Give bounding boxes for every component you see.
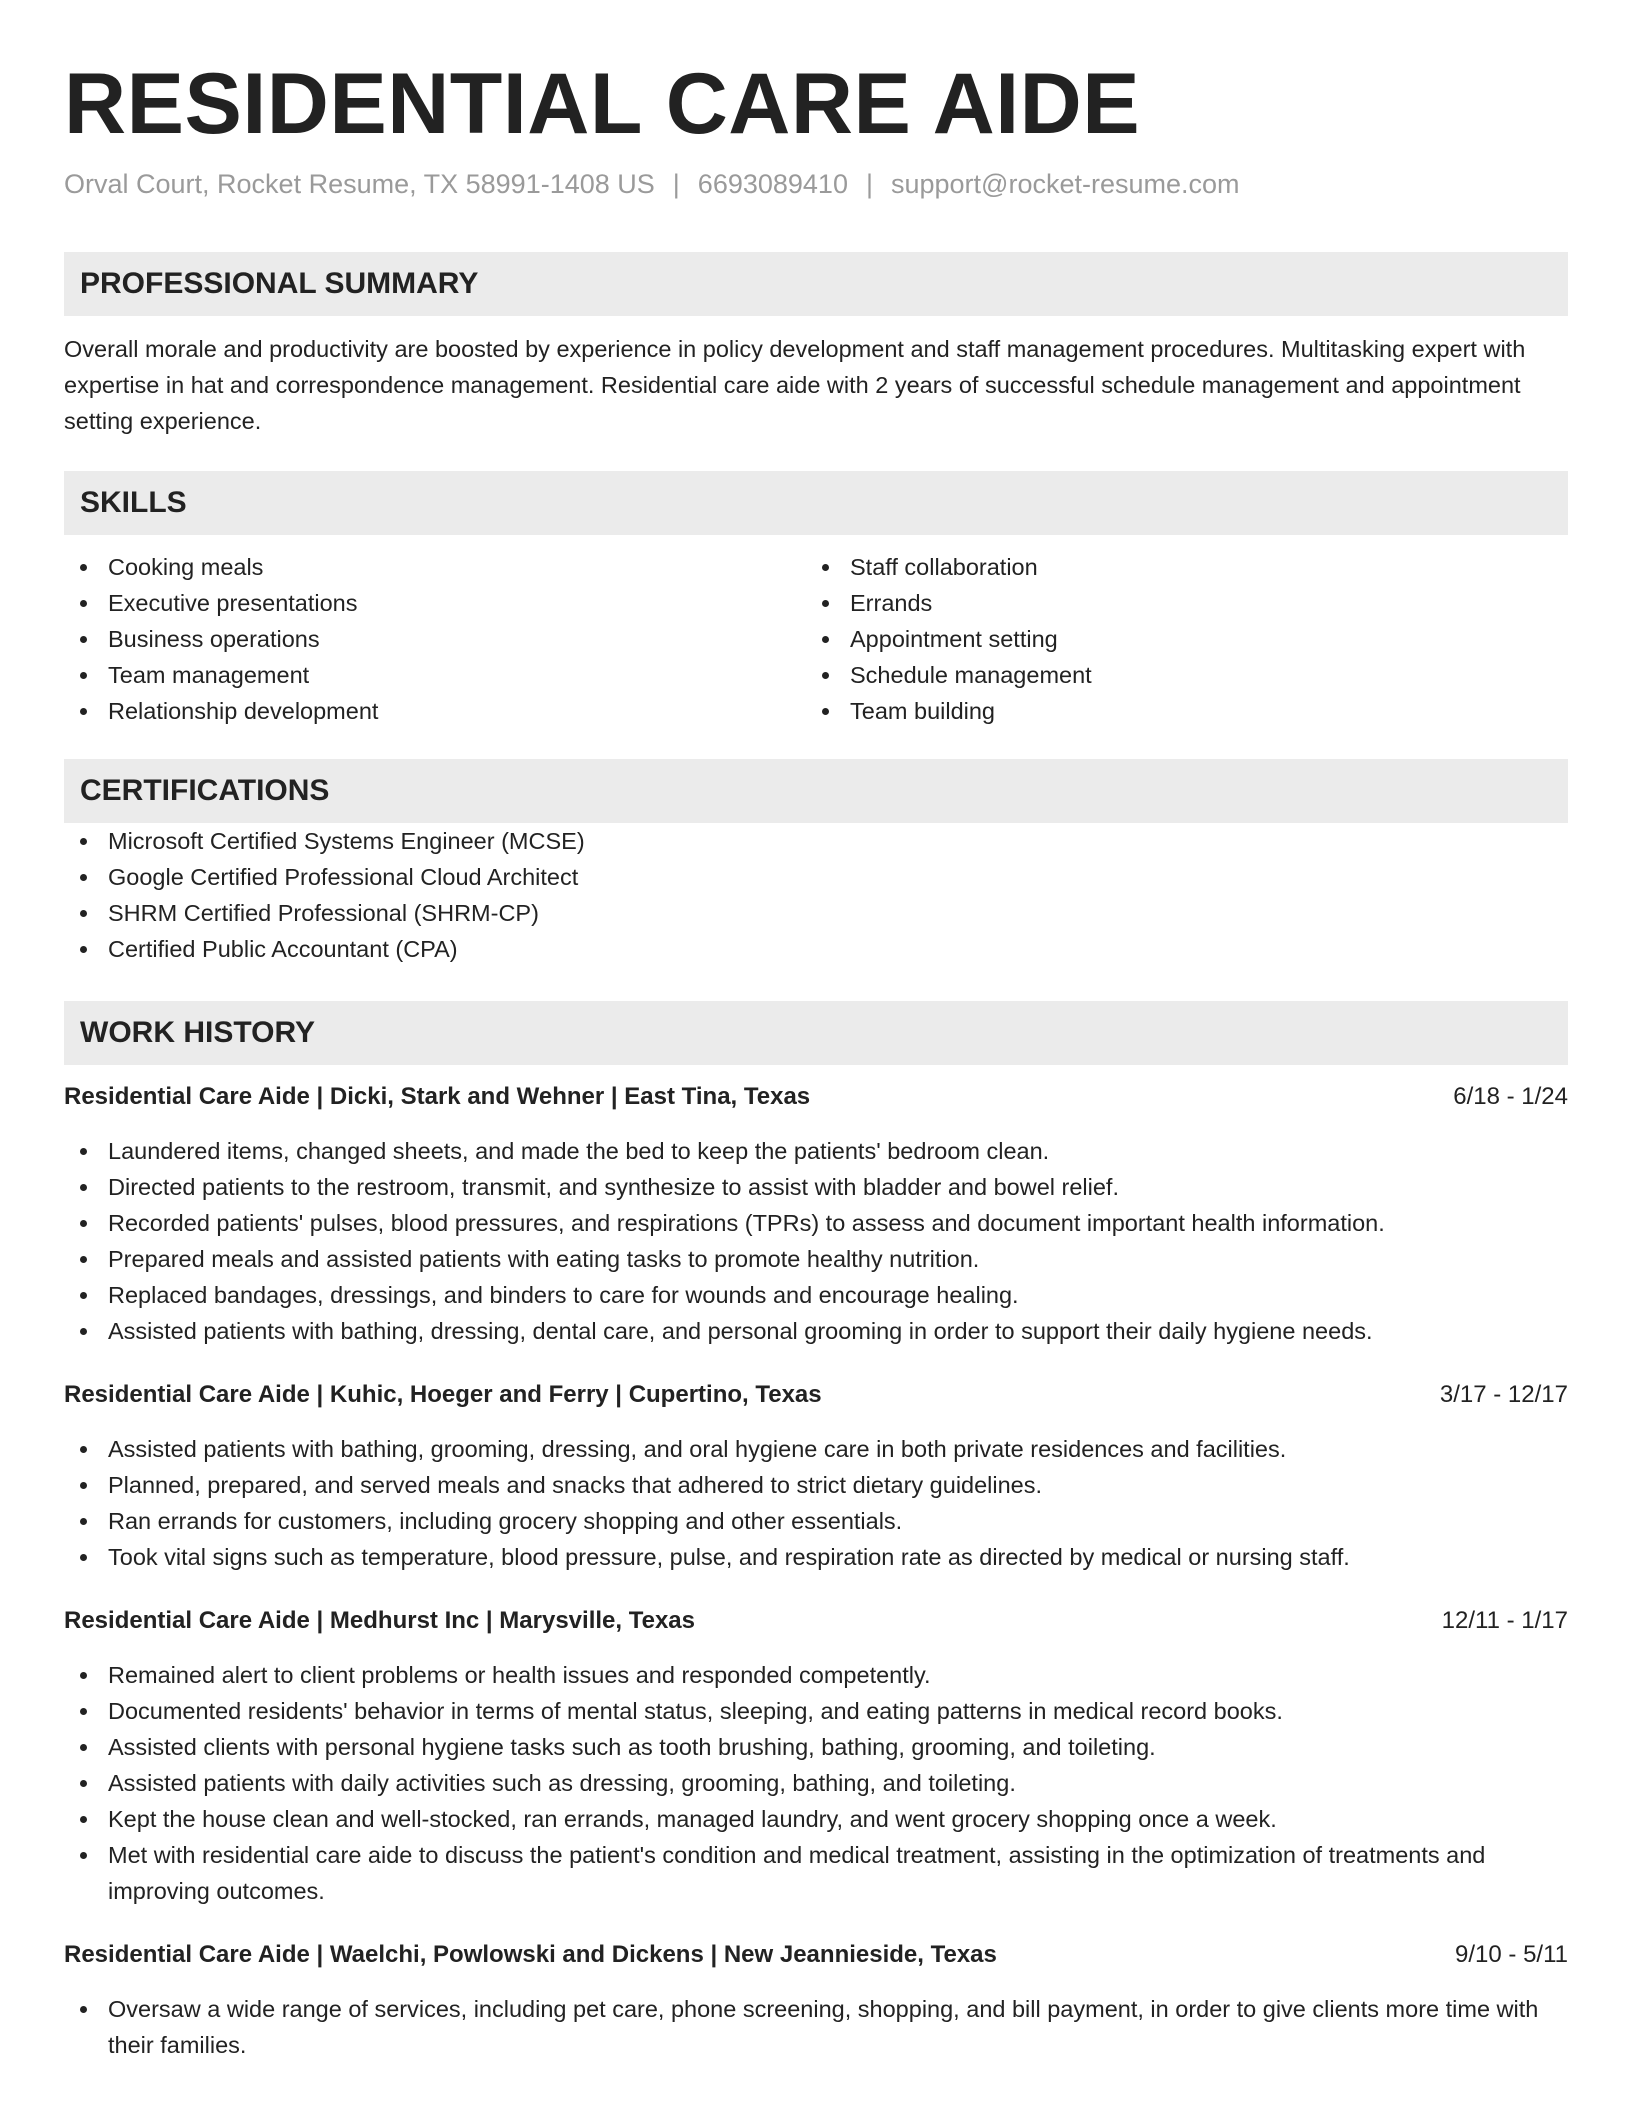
skill-item: Team management	[64, 657, 806, 693]
skill-item: Errands	[806, 585, 1548, 621]
job-duties-list	[64, 1657, 1568, 1909]
job-duty-item: Replaced bandages, dressings, and binders to care for wounds and encourage healing.	[64, 1277, 1568, 1313]
job-title: Residential Care Aide | Waelchi, Powlowski and Dickens | New Jeannieside, Texas	[64, 1941, 997, 1968]
skill-item: Team building	[806, 693, 1548, 729]
job-title: Residential Care Aide | Kuhic, Hoeger and Ferry | Cupertino, Texas	[64, 1381, 822, 1408]
job-title: Residential Care Aide | Medhurst Inc | Marysville, Texas	[64, 1607, 695, 1634]
job-duty-item: Recorded patients' pulses, blood pressures, and respirations (TPRs) to assess and document important health information.	[64, 1205, 1568, 1241]
job-duty-item: Planned, prepared, and served meals and snacks that adhered to strict dietary guidelines.	[64, 1467, 1568, 1503]
job-dates: 6/18 - 1/24	[1453, 1083, 1568, 1110]
job-duty-item: Kept the house clean and well-stocked, ran errands, managed laundry, and went grocery shopping once a week.	[64, 1801, 1568, 1837]
certification-item: Microsoft Certified Systems Engineer (MCSE)	[64, 823, 1568, 859]
job-entry	[64, 1079, 1568, 1349]
job-duties-list	[64, 1133, 1568, 1349]
summary-text: Overall morale and productivity are boosted by experience in policy development and staff management procedures. Multitasking expert with expertise in hat and correspondence management. Residential care aide with 2 years of successful schedule management and appointment setting experience.	[64, 336, 1526, 434]
skills-column-right	[806, 549, 1548, 729]
job-dates: 9/10 - 5/11	[1455, 1941, 1568, 1968]
job-duty-item: Assisted patients with bathing, grooming, dressing, and oral hygiene care in both private residences and facilities.	[64, 1431, 1568, 1467]
job-duty-item: Assisted patients with daily activities such as dressing, grooming, bathing, and toileting.	[64, 1765, 1568, 1801]
certification-item: Google Certified Professional Cloud Architect	[64, 859, 1568, 895]
skill-item: Staff collaboration	[806, 549, 1548, 585]
job-entry	[64, 1603, 1568, 1909]
certification-item: Certified Public Accountant (CPA)	[64, 931, 1568, 967]
job-header	[64, 1603, 1568, 1639]
job-duties-list	[64, 1991, 1568, 2063]
contact-line	[64, 166, 1568, 202]
certifications-list	[64, 823, 1568, 967]
skill-item: Business operations	[64, 621, 806, 657]
candidate-name: RESIDENTIAL CARE AIDE	[64, 56, 1141, 152]
job-duty-item: Documented residents' behavior in terms of mental status, sleeping, and eating patterns in medical record books.	[64, 1693, 1568, 1729]
job-duty-item: Assisted patients with bathing, dressing, dental care, and personal grooming in order to support their daily hygiene needs.	[64, 1313, 1568, 1349]
job-duty-item: Assisted clients with personal hygiene tasks such as tooth brushing, bathing, grooming, and toileting.	[64, 1729, 1568, 1765]
job-duty-item: Remained alert to client problems or health issues and responded competently.	[64, 1657, 1568, 1693]
skill-item: Schedule management	[806, 657, 1548, 693]
job-dates: 3/17 - 12/17	[1439, 1381, 1568, 1408]
contact-address: Orval Court, Rocket Resume, TX 58991-1408 US	[64, 169, 655, 199]
skills-column-left	[64, 549, 806, 729]
contact-email: support@rocket-resume.com	[890, 169, 1240, 199]
certification-item: SHRM Certified Professional (SHRM-CP)	[64, 895, 1568, 931]
job-header	[64, 1937, 1568, 1973]
skills-section-title: SKILLS	[64, 471, 1568, 535]
job-duty-item: Oversaw a wide range of services, including pet care, phone screening, shopping, and bill payment, in order to give clients more time with their families.	[64, 1991, 1568, 2063]
job-duty-item: Ran errands for customers, including grocery shopping and other essentials.	[64, 1503, 1568, 1539]
job-title: Residential Care Aide | Dicki, Stark and Wehner | East Tina, Texas	[64, 1083, 811, 1110]
summary-section-title: PROFESSIONAL SUMMARY	[64, 252, 1568, 316]
job-duty-item: Directed patients to the restroom, transmit, and synthesize to assist with bladder and bowel relief.	[64, 1169, 1568, 1205]
contact-separator: |	[672, 169, 680, 199]
job-duty-item: Prepared meals and assisted patients with eating tasks to promote healthy nutrition.	[64, 1241, 1568, 1277]
job-duties-list	[64, 1431, 1568, 1575]
job-header	[64, 1079, 1568, 1115]
job-duty-item: Took vital signs such as temperature, blood pressure, pulse, and respiration rate as directed by medical or nursing staff.	[64, 1539, 1568, 1575]
work-history-section-title: WORK HISTORY	[64, 1001, 1568, 1065]
skills-grid	[64, 549, 1568, 729]
job-dates: 12/11 - 1/17	[1441, 1607, 1568, 1634]
skill-item: Cooking meals	[64, 549, 806, 585]
contact-separator: |	[865, 169, 873, 199]
skill-item: Appointment setting	[806, 621, 1548, 657]
job-duty-item: Met with residential care aide to discuss the patient's condition and medical treatment, assisting in the optimization of treatments and improving outcomes.	[64, 1837, 1568, 1909]
skill-item: Executive presentations	[64, 585, 806, 621]
job-duty-item: Laundered items, changed sheets, and made the bed to keep the patients' bedroom clean.	[64, 1133, 1568, 1169]
job-header	[64, 1377, 1568, 1413]
contact-phone: 6693089410	[697, 169, 848, 199]
skill-item: Relationship development	[64, 693, 806, 729]
job-entry	[64, 1377, 1568, 1575]
certifications-section-title: CERTIFICATIONS	[64, 759, 1568, 823]
job-entry	[64, 1937, 1568, 2063]
